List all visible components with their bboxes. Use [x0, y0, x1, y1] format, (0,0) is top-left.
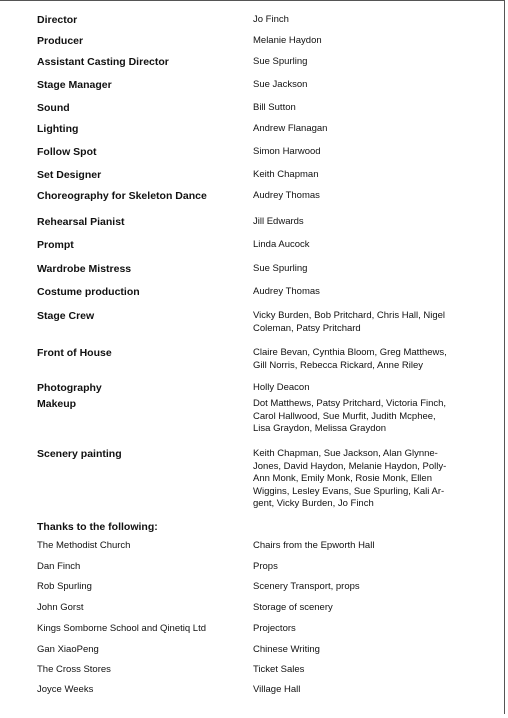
thanks-who: John Gorst	[37, 602, 84, 613]
thanks-what: Ticket Sales	[253, 664, 305, 675]
credit-name: Simon Harwood	[253, 146, 321, 157]
credit-role: Choreography for Skeleton Dance	[37, 190, 207, 202]
credit-name: Sue Spurling	[253, 56, 308, 67]
credit-name: Dot Matthews, Patsy Pritchard, Victoria Finch, Carol Hallwood, Sue Murfit, Judith Mcphee, Lisa Graydon, Melissa Graydon	[253, 398, 447, 435]
thanks-what: Chairs from the Epworth Hall	[253, 540, 375, 551]
thanks-who: The Cross Stores	[37, 664, 111, 675]
credit-name: Bill Sutton	[253, 102, 296, 113]
credit-role: Wardrobe Mistress	[37, 263, 132, 275]
thanks-what: Chinese Writing	[253, 644, 320, 655]
thanks-who: Gan XiaoPeng	[37, 644, 99, 655]
credit-name: Jill Edwards	[253, 216, 304, 227]
thanks-what: Props	[253, 561, 278, 572]
thanks-who: Kings Somborne School and Qinetiq Ltd	[37, 623, 206, 634]
thanks-what: Scenery Transport, props	[253, 581, 360, 592]
thanks-what: Projectors	[253, 623, 296, 634]
credit-name: Keith Chapman	[253, 169, 319, 180]
credit-role: Costume production	[37, 286, 140, 298]
credit-name: Vicky Burden, Bob Pritchard, Chris Hall, Nigel Coleman, Patsy Pritchard	[253, 310, 446, 334]
credit-name: Audrey Thomas	[253, 190, 320, 201]
credit-name: Claire Bevan, Cynthia Bloom, Greg Matthews, Gill Norris, Rebecca Rickard, Anne Riley	[253, 347, 447, 371]
credit-name: Melanie Haydon	[253, 35, 322, 46]
credit-role: Sound	[37, 102, 70, 114]
credit-role: Follow Spot	[37, 146, 97, 158]
credit-name: Andrew Flanagan	[253, 123, 328, 134]
credit-role: Photography	[37, 382, 102, 394]
credit-role: Makeup	[37, 398, 77, 410]
credit-name: Holly Deacon	[253, 382, 310, 393]
credit-name: Jo Finch	[253, 14, 289, 25]
thanks-what: Storage of scenery	[253, 602, 333, 613]
thanks-who: The Methodist Church	[37, 540, 131, 551]
credit-role: Stage Manager	[37, 79, 112, 91]
credit-role: Stage Crew	[37, 310, 95, 322]
credit-name: Linda Aucock	[253, 239, 310, 250]
credit-role: Prompt	[37, 239, 74, 251]
credit-role: Assistant Casting Director	[37, 56, 169, 68]
credit-name: Sue Jackson	[253, 79, 308, 90]
thanks-who: Dan Finch	[37, 561, 81, 572]
credit-name: Keith Chapman, Sue Jackson, Alan Glynne- Jones, David Haydon, Melanie Haydon, Polly- Ann Monk, Emily Monk, Rosie Monk, Ellen Wiggins, Lesley Evans, Sue Spurling, Kali Ar- gent, Vicky Burden, Jo Finch	[253, 448, 447, 510]
credit-role: Director	[37, 14, 78, 26]
thanks-heading: Thanks to the following:	[37, 521, 158, 533]
thanks-who: Joyce Weeks	[37, 684, 94, 695]
credit-role: Front of House	[37, 347, 112, 359]
credit-role: Lighting	[37, 123, 79, 135]
credit-name: Audrey Thomas	[253, 286, 320, 297]
credit-role: Set Designer	[37, 169, 102, 181]
credit-role: Rehearsal Pianist	[37, 216, 125, 228]
credit-role: Producer	[37, 35, 84, 47]
credit-name: Sue Spurling	[253, 263, 308, 274]
thanks-what: Village Hall	[253, 684, 301, 695]
thanks-who: Rob Spurling	[37, 581, 92, 592]
credit-role: Scenery painting	[37, 448, 122, 460]
